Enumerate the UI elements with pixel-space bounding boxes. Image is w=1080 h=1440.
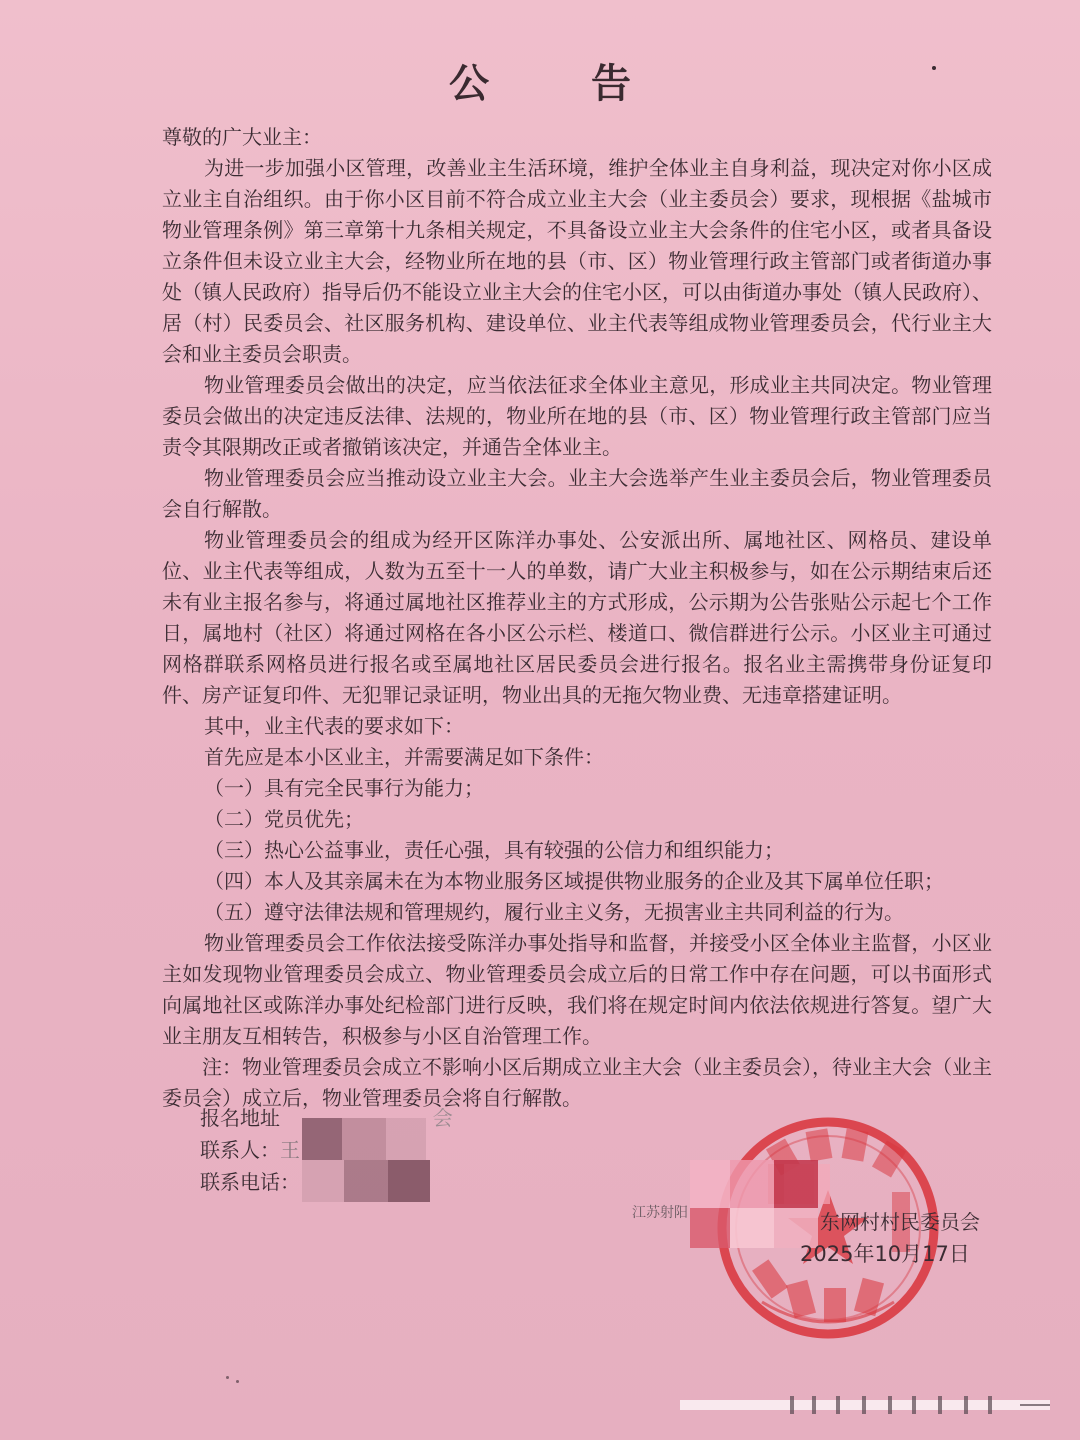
contact-person-line <box>200 1134 300 1163</box>
paragraph-2: 物业管理委员会做出的决定，应当依法征求全体业主意见，形成业主共同决定。物业管理委员会做出的决定违反法律、法规的，物业所在地的县（市、区）物业管理行政主管部门应当责令其限期改正或者撤销该决定，并通告全体业主。 <box>162 373 992 459</box>
issuing-organization: 东网村村民委员会 <box>820 1210 980 1234</box>
note-paragraph: 注：物业管理委员会成立不影响小区后期成立业主大会（业主委员会），待业主大会（业主委员会）成立后，物业管理委员会将自行解散。 <box>162 1055 992 1110</box>
paragraph-6: 首先应是本小区业主，并需要满足如下条件： <box>204 745 604 769</box>
bottom-shadow-strip <box>680 1392 1060 1418</box>
condition-2: （二）党员优先； <box>204 807 364 831</box>
speck-1 <box>932 66 936 70</box>
notice-title: 公 告 <box>449 61 675 107</box>
contact-person-label: 联系人： <box>200 1138 280 1162</box>
address-tail: 会 <box>432 1106 453 1130</box>
issue-date: 2025年10月17日 <box>800 1242 970 1266</box>
paragraph-1: 为进一步加强小区管理，改善业主生活环境，维护全体业主自身利益，现决定对你小区成立业主自治组织。由于你小区目前不符合成立业主大会（业主委员会）要求，现根据《盐城市物业管理条例》第三章第十九条相关规定，不具备设立业主大会条件的住宅小区，或者具备设立条件但未设立业主大会，经物业所在地的县（市、区）物业管理行政主管部门或者街道办事处（镇人民政府）指导后仍不能设立业主大会的住宅小区，可以由街道办事处（镇人民政府）、居（村）民委员会、社区服务机构、建设单位、业主代表等组成物业管理委员会，代行业主大会和业主委员会职责。 <box>162 156 992 366</box>
condition-5: （五）遵守法律法规和管理规约，履行业主义务，无损害业主共同利益的行为。 <box>204 900 904 924</box>
condition-4: （四）本人及其亲属未在为本物业服务区域提供物业服务的企业及其下属单位任职； <box>204 869 944 893</box>
contact-phone-line <box>200 1166 300 1195</box>
supervision-paragraph: 物业管理委员会工作依法接受陈洋办事处指导和监督，并接受小区全体业主监督，小区业主如发现物业管理委员会成立、物业管理委员会成立后的日常工作中存在问题，可以书面形式向属地社区或陈洋办事处纪检部门进行反映，我们将在规定时间内依法依规进行答复。望广大业主朋友互相转告，积极参与小区自治管理工作。 <box>162 931 992 1048</box>
org-prefix: 江苏射阳 <box>632 1205 688 1221</box>
address-label: 报名地址 <box>200 1106 280 1130</box>
contact-phone-label: 联系电话： <box>200 1170 300 1194</box>
paragraph-4: 物业管理委员会的组成为经开区陈洋办事处、公安派出所、属地社区、网格员、建设单位、业主代表等组成，人数为五至十一人的单数，请广大业主积极参与，如在公示期结束后还未有业主报名参与，将通过属地社区推荐业主的方式形成，公示期为公告张贴公示起七个工作日，属地村（社区）将通过网格在各小区公示栏、楼道口、微信群进行公示。小区业主可通过网格群联系网格员进行报名或至属地社区居民委员会进行报名。报名业主需携带身份证复印件、房产证复印件、无犯罪记录证明，物业出具的无拖欠物业费、无违章搭建证明。 <box>162 528 992 707</box>
notice-body <box>162 122 992 1114</box>
paragraph-3: 物业管理委员会应当推动设立业主大会。业主大会选举产生业主委员会后，物业管理委员会自行解散。 <box>162 466 992 521</box>
condition-3: （三）热心公益事业，责任心强，具有较强的公信力和组织能力； <box>204 838 784 862</box>
paragraph-5: 其中，业主代表的要求如下： <box>204 714 464 738</box>
speck-3 <box>236 1380 239 1383</box>
contact-person-partial: 王 <box>280 1138 300 1162</box>
greeting: 尊敬的广大业主： <box>162 125 322 149</box>
condition-1: （一）具有完全民事行为能力； <box>204 776 484 800</box>
speck-2 <box>226 1376 229 1379</box>
